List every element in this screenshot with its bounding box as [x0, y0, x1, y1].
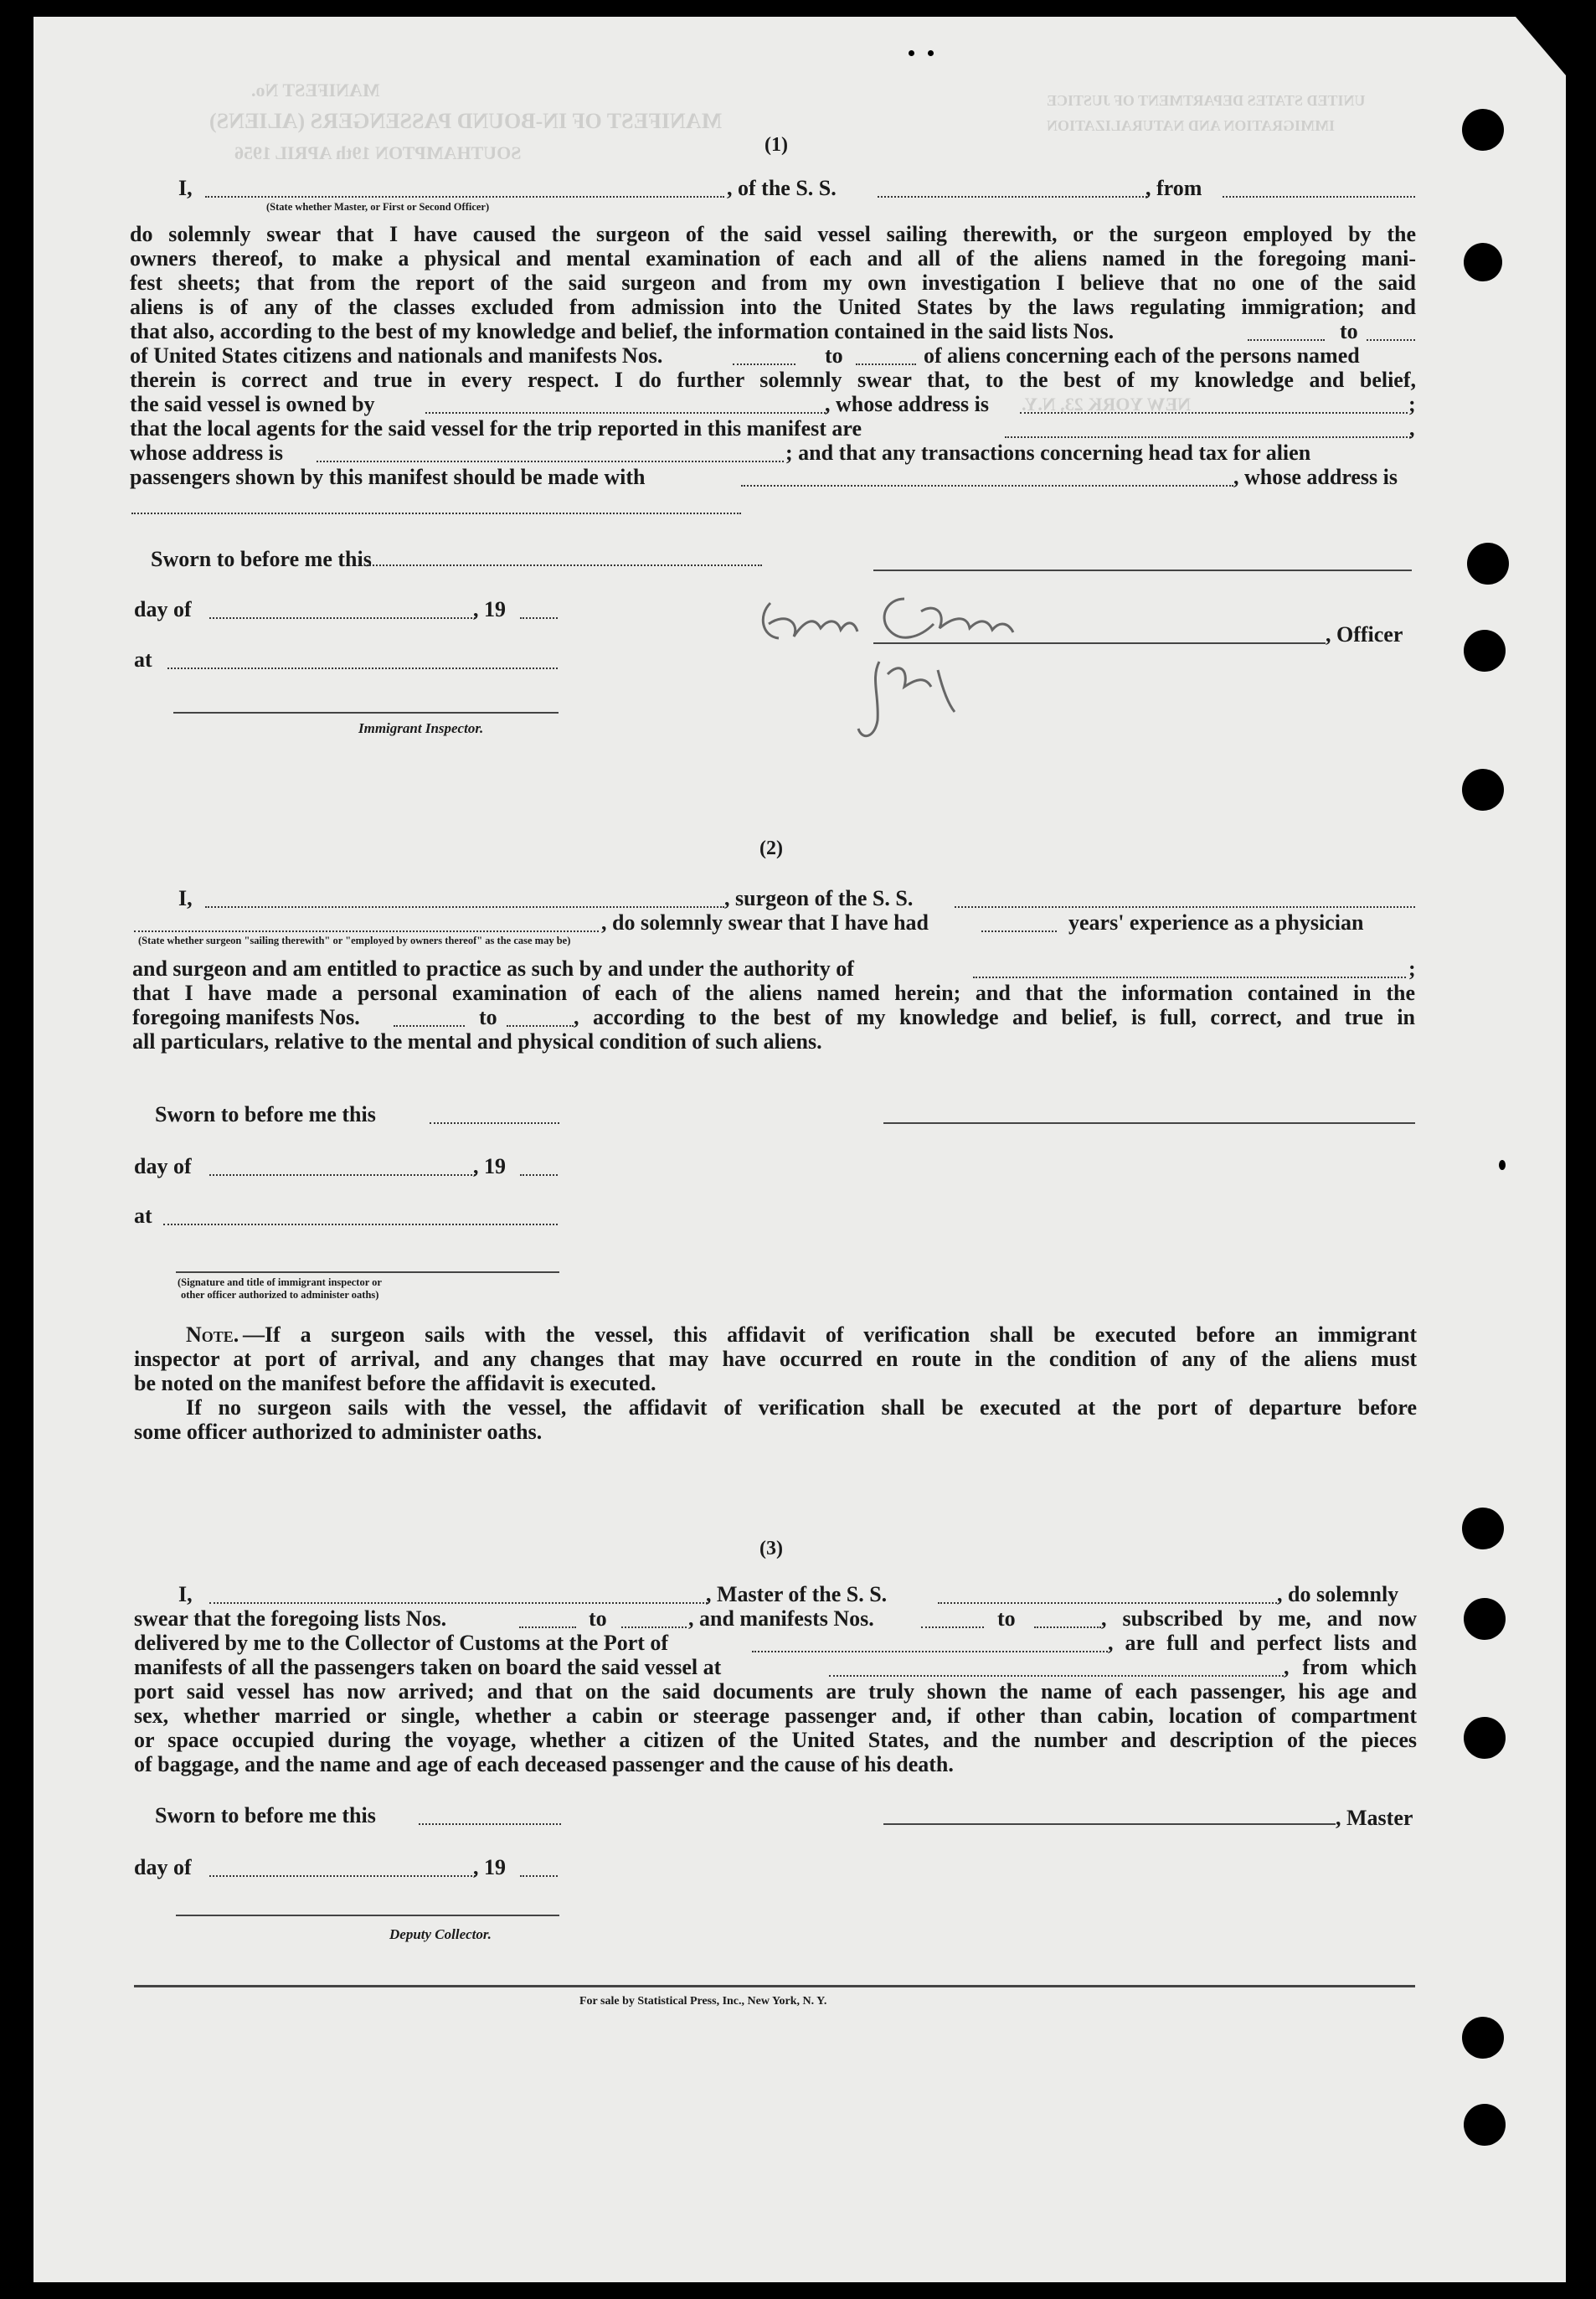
to-label: to [825, 343, 843, 368]
ink-speck [1499, 1160, 1506, 1170]
subscribed-label: , subscribed by me, and now [1101, 1606, 1417, 1631]
section-1-line-10: whose address is [130, 441, 284, 465]
section-1-line-2: owners thereof, to make a physical and mental examination of each and all of the aliens named in the foregoing mani- [130, 246, 1416, 271]
day-of-label-3: day of [134, 1855, 192, 1879]
section-1-line-5: that also, according to the best of my knowledge and belief, the information contained in the said lists Nos. [130, 319, 1115, 343]
section-3-i: I, [178, 1582, 193, 1606]
sworn-label-2: Sworn to before me this [155, 1102, 376, 1126]
footer-divider [134, 1985, 1415, 1987]
manifests-no-to-field[interactable] [856, 363, 916, 365]
at-label-1: at [134, 647, 152, 672]
at-label-2: at [134, 1204, 152, 1228]
surgeon-status-field[interactable] [134, 930, 599, 932]
section-2-number: (2) [759, 838, 783, 859]
at-field-2[interactable] [163, 1224, 558, 1225]
sworn-date-field-2[interactable] [430, 1122, 559, 1124]
day-of-field-2[interactable] [209, 1174, 476, 1176]
section-1-line-9: that the local agents for the said vessel for the trip reported in this manifest are [130, 416, 862, 441]
ink-speck [928, 50, 934, 56]
of-the-ss-label: , of the S. S. [727, 176, 837, 200]
immigrant-inspector-label: Immigrant Inspector. [358, 720, 484, 736]
collector-signature-line[interactable] [176, 1915, 559, 1916]
head-tax-address-field[interactable] [131, 513, 741, 514]
punch-hole [1464, 1598, 1506, 1640]
section-2-line-1: and surgeon and am entitled to practice as such by and under the authority of [132, 956, 854, 981]
section-1-line-4: aliens is of any of the classes excluded from admission into the United States by the laws regulating immigration; and [130, 295, 1416, 319]
vessel-name-field[interactable] [878, 196, 1147, 198]
punch-hole [1464, 2104, 1506, 2146]
sworn-label-1: Sworn to before me this [151, 547, 372, 571]
punch-hole [1464, 243, 1502, 281]
section-2-line-3c: , according to the best of my knowledge and belief, is full, correct, and true in [574, 1005, 1415, 1029]
punch-hole [1462, 1508, 1504, 1549]
at-field-1[interactable] [167, 668, 558, 669]
master-label: , Master [1336, 1806, 1413, 1830]
head-tax-agent-field[interactable] [741, 485, 1233, 487]
sworn-date-field-3[interactable] [419, 1823, 561, 1825]
section-3-line-7: or space occupied during the voyage, whether a citizen of the United States, and the number and description of the pieces [134, 1728, 1417, 1752]
master-vessel-field[interactable] [938, 1602, 1277, 1604]
section-1-i: I, [178, 176, 193, 200]
note-line-1: —If a surgeon sails with the vessel, this affidavit of verification shall be executed before an immigrant [243, 1322, 1417, 1347]
day-of-label-2: day of [134, 1154, 192, 1178]
owner-field[interactable] [425, 412, 826, 414]
master-manifests-to-field[interactable] [1034, 1626, 1101, 1628]
section-3-line-2a: swear that the foregoing lists Nos. [134, 1606, 447, 1631]
bleed-through-text: MANIFEST No. [251, 80, 380, 101]
section-2-line-2: that I have made a personal examination of each of the aliens named herein; and that the information contained in the [132, 981, 1415, 1005]
punch-hole [1462, 2017, 1504, 2059]
officer-label: , Officer [1326, 622, 1403, 647]
punch-hole [1462, 109, 1504, 151]
to-label: to [1340, 319, 1358, 343]
administering-officer-signature-line[interactable] [176, 1271, 559, 1273]
year-field-3[interactable] [520, 1875, 558, 1877]
local-agents-field[interactable] [1005, 436, 1411, 438]
surgeon-manifests-from-field[interactable] [394, 1025, 465, 1027]
full-perfect-label: , are full and perfect lists and [1108, 1631, 1417, 1655]
section-1-line-7: therein is correct and true in every respect. I do further solemnly swear that, to the best of my knowledge and belief, [130, 368, 1416, 392]
punch-hole [1464, 1717, 1506, 1759]
section-2-line-3a: foregoing manifests Nos. [132, 1005, 360, 1029]
and-manifests-label: , and manifests Nos. [688, 1606, 874, 1631]
manifests-no-from-field[interactable] [733, 363, 795, 365]
year-field-1[interactable] [520, 617, 558, 619]
year-19-label-2: , 19 [473, 1154, 506, 1178]
section-3-line-3a: delivered by me to the Collector of Customs at the Port of [134, 1631, 669, 1655]
section-1-number: (1) [765, 134, 788, 156]
bleed-through-text: IMMIGRATION AND NATURALIZATION [1047, 117, 1336, 134]
bleed-through-text: NEW YORK 23, N.Y. [1022, 394, 1192, 415]
section-3-line-5: port said vessel has now arrived; and that on the said documents are truly shown the name of each passenger, his age and [134, 1679, 1417, 1704]
note2-line-2: some officer authorized to administer oaths. [134, 1420, 543, 1444]
section-1-line-8: the said vessel is owned by [130, 392, 375, 416]
day-of-field-1[interactable] [209, 617, 476, 619]
surgeon-name-field[interactable] [205, 906, 724, 908]
section-3-number: (3) [759, 1538, 783, 1559]
note2-line-1: If no surgeon sails with the vessel, the affidavit of verification shall be executed at the port of departure before [186, 1395, 1417, 1420]
surgeon-manifests-to-field[interactable] [507, 1025, 574, 1027]
master-lists-from-field[interactable] [519, 1626, 576, 1628]
note-label: Note. [186, 1322, 239, 1347]
surgeon-swear-label: , do solemnly swear that I have had [601, 910, 929, 935]
note-line-3: be noted on the manifest before the affidavit is executed. [134, 1371, 656, 1395]
port-of-field[interactable] [752, 1651, 1108, 1652]
lists-no-to-field[interactable] [1367, 339, 1415, 341]
agents-address-field[interactable] [317, 461, 784, 462]
officer-title-note: (State whether Master, or First or Second Officer) [266, 201, 490, 213]
to-label: to [589, 1606, 607, 1631]
head-tax-address-label: , whose address is [1233, 465, 1398, 489]
section-2-line-4: all particulars, relative to the mental and physical condition of such aliens. [132, 1029, 822, 1054]
master-of-label: , Master of the S. S. [706, 1582, 888, 1606]
do-solemnly-label: , do solemnly [1277, 1582, 1399, 1606]
owner-address-label: , whose address is [825, 392, 990, 416]
bleed-through-text: UNITED STATES DEPARTMENT OF JUSTICE [1047, 92, 1366, 109]
years-experience-field[interactable] [981, 930, 1057, 932]
to-label: to [479, 1005, 497, 1029]
bleed-through-text: MANIFEST OF IN-BOUND PASSENGERS (ALIENS) [209, 109, 723, 133]
section-3-line-8: of baggage, and the name and age of each deceased passenger and the cause of his death. [134, 1752, 954, 1776]
lists-no-from-field[interactable] [1248, 339, 1325, 341]
from-label: , from [1146, 176, 1202, 200]
section-1-line-11: passengers shown by this manifest should be made with [130, 465, 646, 489]
of-aliens-label: of aliens concerning each of the persons named [924, 343, 1360, 368]
authority-field[interactable] [973, 977, 1406, 978]
section-2-i: I, [178, 886, 193, 910]
deputy-collector-label: Deputy Collector. [389, 1926, 492, 1942]
signature-note-line-2: other officer authorized to administer oaths) [181, 1289, 379, 1301]
punch-hole [1464, 630, 1506, 672]
sworn-label-3: Sworn to before me this [155, 1803, 376, 1827]
master-signature-line[interactable] [883, 1823, 1336, 1825]
section-1-line-1: do solemnly swear that I have caused the surgeon of the said vessel sailing therewith, or the surgeon employed by the [130, 222, 1416, 246]
semicolon: ; [1408, 392, 1416, 416]
sworn-date-field-1[interactable] [367, 564, 762, 566]
year-19-label-1: , 19 [473, 597, 506, 621]
master-manifests-from-field[interactable] [921, 1626, 984, 1628]
surgeon-signature-line[interactable] [883, 1122, 1415, 1124]
bleed-through-text: SOUTHAMPTON 19th APRIL 1956 [234, 142, 522, 163]
section-1-line-6: of United States citizens and nationals and manifests Nos. [130, 343, 663, 368]
section-3-line-4a: manifests of all the passengers taken on board the said vessel at [134, 1655, 722, 1679]
to-label: to [997, 1606, 1016, 1631]
owner-address-field[interactable] [1020, 412, 1408, 414]
from-which-label: , from which [1284, 1655, 1417, 1679]
punch-hole [1462, 769, 1504, 811]
handwritten-signature [754, 578, 1038, 754]
head-tax-label: ; and that any transactions concerning head tax for alien [785, 441, 1311, 465]
day-of-label-1: day of [134, 597, 192, 621]
semicolon: ; [1408, 956, 1416, 981]
comma: , [1409, 416, 1415, 441]
surgeon-status-note: (State whether surgeon "sailing therewith" or "employed by owners thereof" as the case may be) [138, 935, 571, 946]
surgeon-vessel-field[interactable] [955, 906, 1415, 908]
port-boarded-field[interactable] [829, 1675, 1284, 1677]
punch-hole [1467, 543, 1509, 585]
port-from-field[interactable] [1223, 196, 1415, 198]
inspector-signature-line[interactable] [173, 712, 559, 714]
footer-imprint: For sale by Statistical Press, Inc., New York, N. Y. [579, 1995, 827, 2008]
years-experience-label: years' experience as a physician [1068, 910, 1364, 935]
note-line-2: inspector at port of arrival, and any changes that may have occurred en route in the condition of any of the aliens must [134, 1347, 1417, 1371]
officer-name-field[interactable] [205, 196, 724, 198]
master-name-field[interactable] [209, 1602, 708, 1604]
master-lists-to-field[interactable] [621, 1626, 687, 1628]
section-1-line-3: fest sheets; that from the report of the said surgeon and from my own investigation I believe that no one of the said [130, 271, 1416, 295]
ink-speck [909, 50, 914, 56]
year-19-label-3: , 19 [473, 1855, 506, 1879]
officer-signature-line[interactable] [873, 570, 1412, 571]
year-field-2[interactable] [520, 1174, 558, 1176]
section-3-line-6: sex, whether married or single, whether a cabin or steerage passenger and, if other than cabin, location of compartment [134, 1704, 1417, 1728]
day-of-field-3[interactable] [209, 1875, 476, 1877]
signature-note-line-1: (Signature and title of immigrant inspector or [178, 1276, 382, 1288]
surgeon-of-label: , surgeon of the S. S. [724, 886, 914, 910]
